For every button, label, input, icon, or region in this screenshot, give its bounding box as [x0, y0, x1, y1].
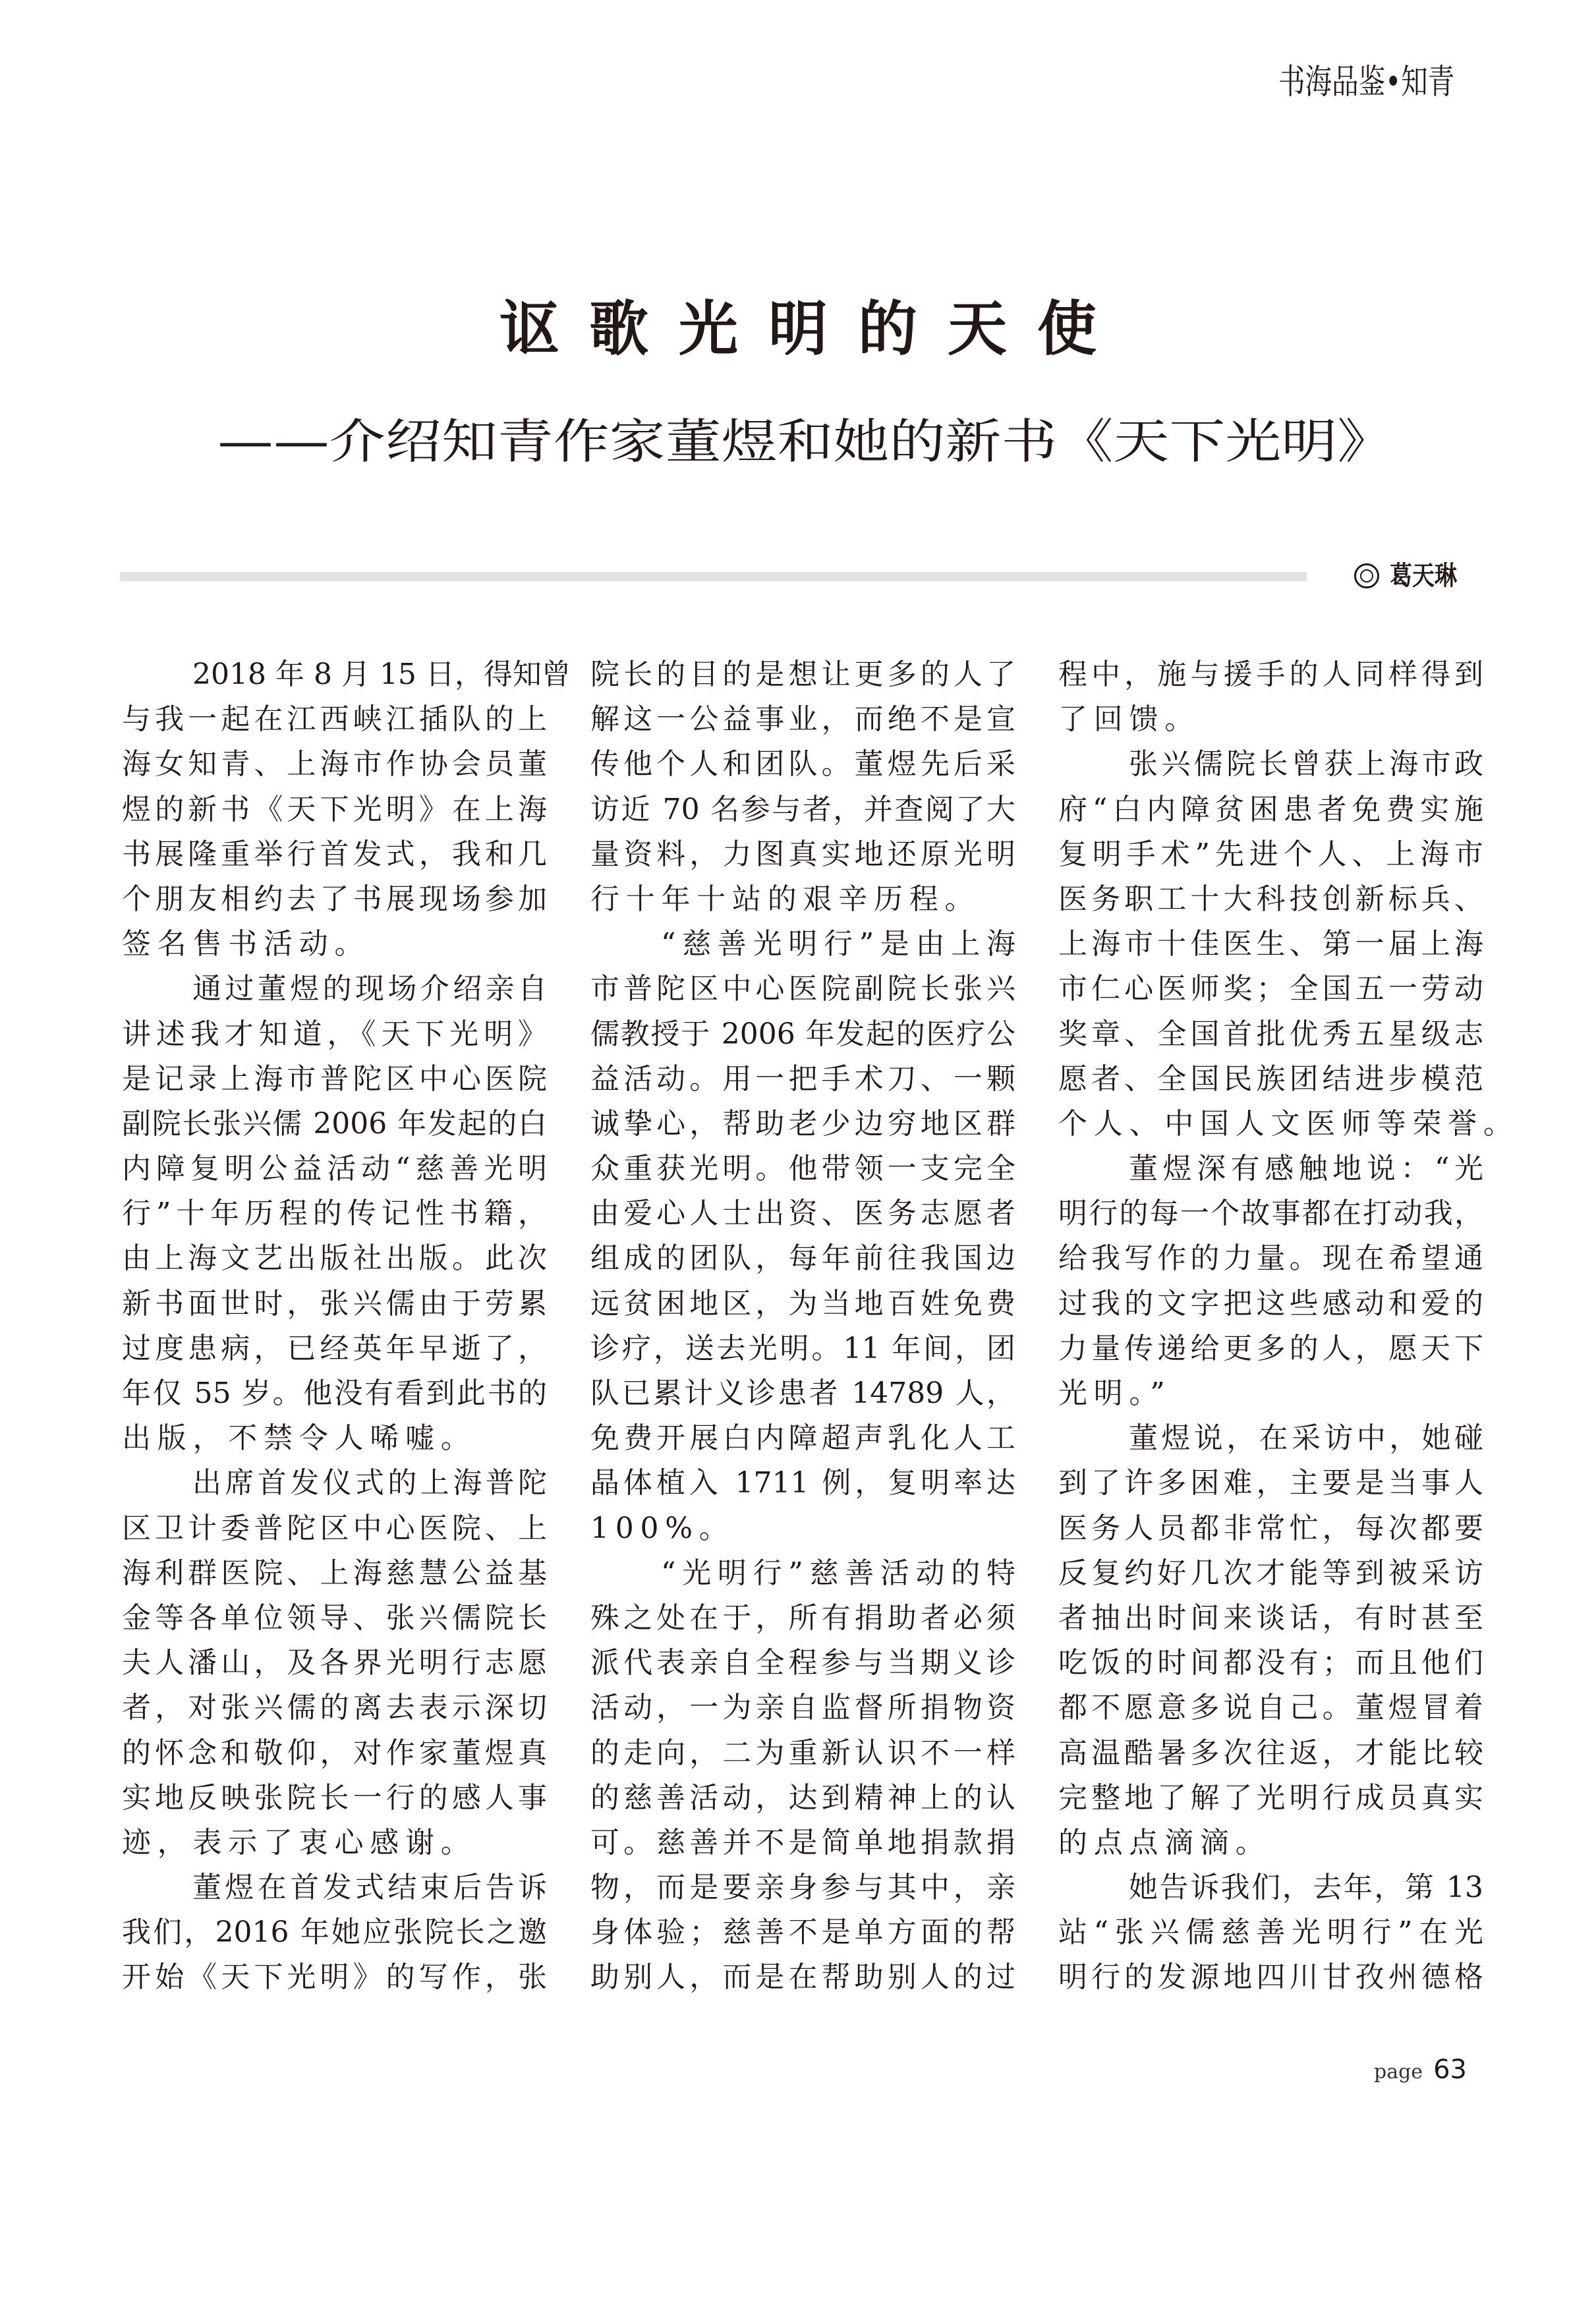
body-line: 出版，不禁令人唏嘘。: [122, 1421, 476, 1456]
body-line: 院长的目的是想让更多的人了: [590, 658, 1015, 691]
body-line: 张兴儒院长曾获上海市政: [1129, 747, 1483, 781]
title-divider: [120, 572, 1307, 581]
body-line: 身体验；慈善不是单方面的帮: [590, 1915, 1015, 1950]
body-line: 者，对张兴儒的离去表示深切: [122, 1691, 547, 1725]
body-line: 力量传递给更多的人，愿天下: [1058, 1331, 1483, 1365]
body-line: 实地反映张院长一行的感人事: [122, 1780, 547, 1815]
body-line: 队已累计义诊患者 14789 人，: [590, 1376, 1015, 1410]
body-line: 的点点滴滴。: [1058, 1825, 1271, 1859]
body-line: 区卫计委普陀区中心医院、上: [122, 1511, 547, 1545]
body-line: 市普陀区中心医院副院长张兴: [590, 972, 1015, 1006]
body-line: 她告诉我们，去年，第 13: [1129, 1871, 1483, 1905]
body-line: 书展隆重举行首发式，我和几: [122, 837, 547, 871]
body-line: 组成的团队，每年前往我国边: [590, 1241, 1015, 1276]
body-line: 免费开展白内障超声乳化人工: [590, 1421, 1015, 1456]
body-line: 2018 年 8 月 15 日，得知曾: [192, 658, 571, 691]
body-line: 过我的文字把这些感动和爱的: [1058, 1286, 1483, 1320]
body-line: 高温酷暑多次往返，才能比较: [1058, 1736, 1483, 1770]
body-line: 复明手术”先进个人、上海市: [1058, 837, 1483, 871]
byline: [1354, 557, 1499, 594]
body-line: 董煜在首发式结束后告诉: [192, 1871, 547, 1905]
body-line: 吃饭的时间都没有；而且他们: [1058, 1646, 1483, 1680]
body-line: 金等各单位领导、张兴儒院长: [122, 1601, 547, 1635]
body-line: “慈善光明行”是由上海: [661, 927, 1015, 961]
body-line: 的怀念和敬仰，对作家董煜真: [122, 1736, 547, 1770]
body-line: 站“张兴儒慈善光明行”在光: [1058, 1915, 1483, 1950]
body-line: 100%。: [590, 1511, 735, 1545]
body-line: 由爱心人士出资、医务志愿者: [590, 1197, 1015, 1231]
body-line: 可。慈善并不是简单地捐款捐: [590, 1825, 1015, 1859]
body-line: “光明行”慈善活动的特: [661, 1556, 1015, 1590]
body-line: 与我一起在江西峡江插队的上: [122, 702, 547, 737]
body-line: 董煜说，在采访中，她碰: [1129, 1421, 1483, 1456]
body-line: 愿者、全国民族团结进步模范: [1058, 1062, 1483, 1096]
body-line: 明行的发源地四川甘孜州德格: [1058, 1960, 1483, 1995]
body-line: 个朋友相约去了书展现场参加: [122, 882, 547, 916]
body-line: 传他个人和团队。董煜先后采: [590, 747, 1015, 781]
body-line: 光明。”: [1058, 1376, 1172, 1410]
body-line: 开始《天下光明》的写作，张: [122, 1960, 547, 1995]
body-line: 明行的每一个故事都在打动我，: [1058, 1197, 1483, 1231]
body-line: 助别人，而是在帮助别人的过: [590, 1960, 1015, 1995]
body-line: 活动，一为亲自监督所捐物资: [590, 1691, 1015, 1725]
body-line: 医务职工十大科技创新标兵、: [1058, 882, 1483, 916]
body-column-2: [590, 652, 1015, 2000]
body-line: 访近 70 名参与者，并查阅了大: [590, 792, 1015, 826]
body-line: 市仁心医师奖；全国五一劳动: [1058, 972, 1483, 1006]
body-line: 众重获光明。他带领一支完全: [590, 1152, 1015, 1186]
body-line: 年仅 55 岁。他没有看到此书的: [122, 1376, 547, 1410]
article-title: 讴歌光明的天使: [499, 295, 1127, 364]
body-line: 医务人员都非常忙，每次都要: [1058, 1511, 1483, 1545]
body-column-3: [1058, 652, 1519, 2000]
body-line: 签名售书活动。: [122, 927, 370, 961]
body-line: 董煜深有感触地说：“光: [1129, 1152, 1483, 1186]
author-name: 葛天琳: [1390, 561, 1457, 591]
byline-circle-icon: [1354, 563, 1379, 588]
body-line: 诊疗，送去光明。11 年间，团: [590, 1331, 1015, 1365]
body-line: 儒教授于 2006 年发起的医疗公: [590, 1017, 1015, 1051]
section-header: 书海品鉴•知青: [1278, 63, 1455, 102]
body-line: 出席首发仪式的上海普陀: [192, 1466, 547, 1500]
page-label: page: [1374, 2060, 1423, 2084]
body-line: 都不愿意多说自己。董煜冒着: [1058, 1691, 1483, 1725]
body-line: 副院长张兴儒 2006 年发起的白: [122, 1106, 547, 1141]
body-column-1: [122, 652, 571, 2000]
body-line: 内障复明公益活动“慈善光明: [122, 1152, 547, 1186]
body-line: 程中，施与援手的人同样得到: [1058, 658, 1483, 691]
body-line: 过度患病，已经英年早逝了，: [122, 1331, 547, 1365]
body-line: 夫人潘山，及各界光明行志愿: [122, 1646, 547, 1680]
body-line: 晶体植入 1711 例，复明率达: [590, 1466, 1015, 1500]
body-line: 新书面世时，张兴儒由于劳累: [122, 1286, 547, 1320]
body-line: 的走向，二为重新认识不一样: [590, 1736, 1015, 1770]
body-line: 海利群医院、上海慈慧公益基: [122, 1556, 547, 1590]
body-line: 了回馈。: [1058, 702, 1200, 737]
body-line: 诚挚心，帮助老少边穷地区群: [590, 1106, 1015, 1141]
body-line: 上海市十佳医生、第一届上海: [1058, 927, 1483, 961]
body-line: 物，而是要亲身参与其中，亲: [590, 1871, 1015, 1905]
body-line: 是记录上海市普陀区中心医院: [122, 1062, 547, 1096]
body-line: 到了许多困难，主要是当事人: [1058, 1466, 1483, 1500]
body-line: 行”十年历程的传记性书籍，: [122, 1197, 547, 1231]
body-line: 迹，表示了衷心感谢。: [122, 1825, 476, 1859]
body-line: 量资料，力图真实地还原光明: [590, 837, 1015, 871]
body-line: 完整地了解了光明行成员真实: [1058, 1780, 1483, 1815]
body-line: 个人、中国人文医师等荣誉。: [1058, 1106, 1519, 1141]
page-number: 63: [1433, 2055, 1467, 2085]
body-line: 府“白内障贫困患者免费实施: [1058, 792, 1483, 826]
body-line: 者抽出时间来谈话，有时甚至: [1058, 1601, 1483, 1635]
body-line: 海女知青、上海市作协会员董: [122, 747, 547, 781]
body-line: 反复约好几次才能等到被采访: [1058, 1556, 1483, 1590]
body-line: 奖章、全国首批优秀五星级志: [1058, 1017, 1483, 1051]
body-line: 派代表亲自全程参与当期义诊: [590, 1646, 1015, 1680]
body-line: 讲述我才知道，《天下光明》: [122, 1017, 547, 1051]
body-line: 远贫困地区，为当地百姓免费: [590, 1286, 1015, 1320]
body-line: 通过董煜的现场介绍亲自: [192, 972, 547, 1006]
body-line: 解这一公益事业，而绝不是宣: [590, 702, 1015, 737]
page-footer: [1374, 2055, 1479, 2091]
body-line: 给我写作的力量。现在希望通: [1058, 1241, 1483, 1276]
body-line: 煜的新书《天下光明》在上海: [122, 792, 547, 826]
article-subtitle: ——介绍知青作家董煜和她的新书《天下光明》: [217, 414, 1394, 469]
body-line: 行十年十站的艰辛历程。: [590, 882, 981, 916]
body-line: 的慈善活动，达到精神上的认: [590, 1780, 1015, 1815]
body-line: 益活动。用一把手术刀、一颗: [590, 1062, 1015, 1096]
body-line: 殊之处在于，所有捐助者必须: [590, 1601, 1015, 1635]
body-line: 我们，2016 年她应张院长之邀: [122, 1915, 547, 1950]
body-line: 由上海文艺出版社出版。此次: [122, 1241, 547, 1276]
